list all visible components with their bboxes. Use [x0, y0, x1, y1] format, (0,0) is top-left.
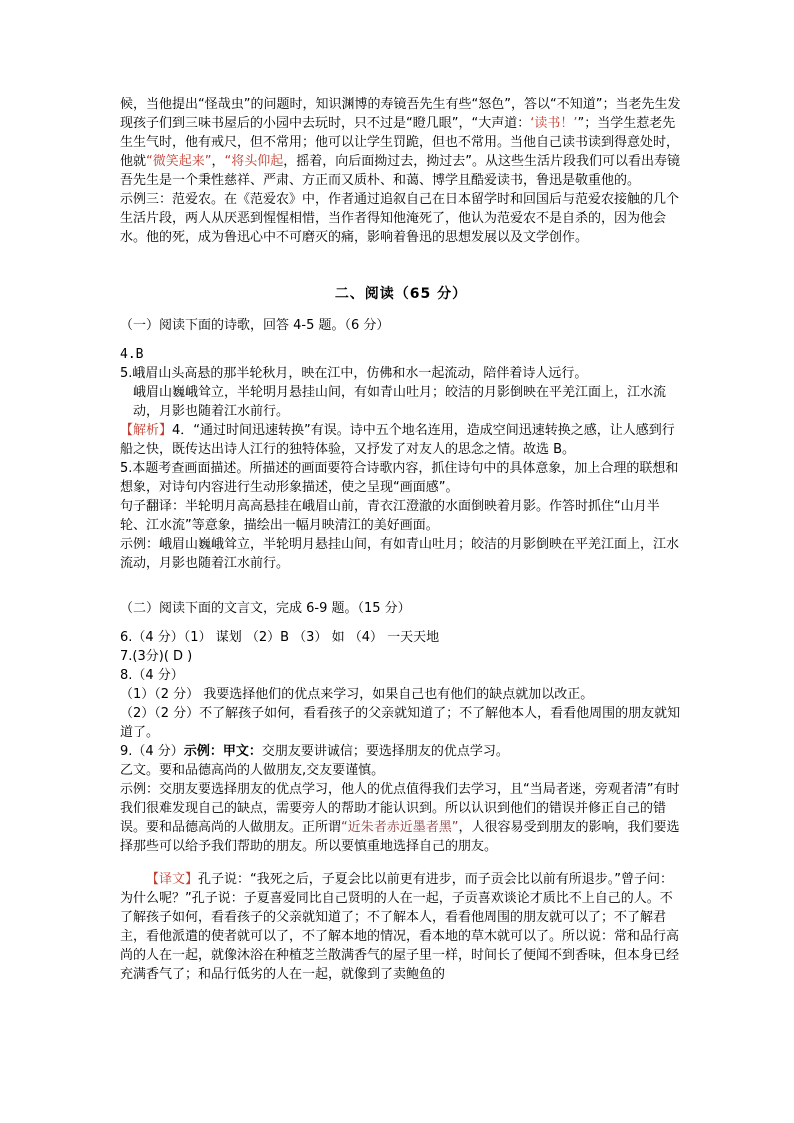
answer-4: 4.B — [120, 347, 144, 362]
text-run: 当他自己读书读到得意处时，他就 — [120, 135, 680, 169]
quote-red: “微笑起来” — [146, 154, 212, 169]
text-run: 交朋友要讲诚信；要选择朋友的优点学习。 — [261, 744, 509, 759]
text-run: 9.（4 分） — [120, 744, 184, 759]
analysis-4 — [120, 421, 682, 459]
text-run: “怪哉虫” — [198, 97, 251, 112]
answer-9 — [120, 742, 682, 761]
section-title: 二、阅读（65 分） — [334, 286, 468, 302]
text-run: ，答以 — [511, 97, 551, 112]
text-run: ， — [211, 154, 225, 169]
analysis-5: 5.本题考查画面描述。所描述的画面要符合诗歌内容，抓住诗句中的具体意象，加上合理的联想和想象，对诗句内容进行生动形象描述，使之呈现“画面感”。 — [120, 461, 679, 495]
document-page — [120, 95, 682, 984]
text-run: 示例：交朋友要选择朋友的优点学习，他人的优点值得我们去学习，且“当局者迷，旁观者清”有时我们很难发现自己的缺点，需要旁人的帮助才能认识到。所以认识到他们的错误并修正自己的错误。要和品德高尚的人做朋友。正所谓 — [120, 782, 680, 835]
bold-label: 示例：甲文： — [183, 744, 262, 759]
answer-6: 6.（4 分）（1） 谋划 （2）B （3） 如 （4） 一天天地 — [120, 630, 440, 645]
answer-9-example — [120, 780, 682, 856]
answer-8: 8.（4 分） — [120, 668, 184, 683]
text-run: ，人很容易受到朋友的影响，我们要选择那些可以给予我们帮助的朋友。所以要慎重地选择自己的朋友。 — [120, 820, 680, 854]
prose-top-paragraph — [120, 95, 682, 190]
answer-8-1: （1）（2 分） 我要选择他们的优点来学习，如果自己也有他们的缺点就加以改正。 — [120, 687, 594, 702]
text-run: 的问题时，知识渊博的寿镜吾先生有些 — [250, 97, 472, 112]
quote-red: ‘读 — [530, 116, 548, 131]
part1-heading: （一）阅读下面的诗歌，回答 4-5 题。（6 分） — [120, 318, 390, 333]
text-run: 候，当他提出 — [120, 97, 199, 112]
part1-example: 示例：峨眉山巍峨耸立，半轮明月悬挂山间，有如青山吐月；皎洁的月影倒映在平羌江面上，江水流动，月影也随着江水前行。 — [120, 537, 680, 571]
answer-5: 5.峨眉山头高悬的那半轮秋月，映在江中，仿佛和水一起流动，陪伴着诗人远行。 — [120, 366, 588, 381]
quote-red: “近朱者赤近墨者黑” — [341, 820, 459, 835]
text-run: 去”。从这些生活片段我们可以看出寿镜吾先生是一个秉性慈祥、严肃、方正而又质朴、和蔼、博学且酷爱读书，鲁迅是敬重他的。 — [120, 154, 681, 188]
text-run: ，摇着，向后面拗过去，拗过 — [283, 154, 453, 169]
part2-heading: （二）阅读下面的文言文，完成 6-9 题。（15 分） — [120, 601, 411, 616]
text-run: “瞪几眼” — [406, 116, 459, 131]
analysis-label: 【解析】 — [120, 423, 173, 438]
text-run: “不知道” — [550, 97, 603, 112]
translation-label: 【译文】 — [146, 872, 199, 887]
translation-paragraph — [120, 870, 682, 984]
example-three-paragraph: 示例三：范爱农。在《范爱农》中，作者通过追叙自己在日本留学时和回国后与范爱农接触的几个生活片段，两人从厌恶到惺惺相惜，当作者得知他淹死了，他认为范爱农不是自杀的，因为他会水。他的死，成为鲁迅心中不可磨灭的痛，影响着鲁迅的思想发展以及文学创作。 — [120, 192, 680, 245]
answer-5-description: 峨眉山巍峨耸立，半轮明月悬挂山间，有如青山吐月；皎洁的月影倒映在平羌江面上，江水流动，月影也随着江水前行。 — [133, 385, 667, 419]
text-run: ”；当学生惹老先生生气时，他有戒尺，但不常用；他可以让学生罚跪，但也不常用。 — [120, 116, 676, 150]
sentence-translation: 句子翻译：半轮明月高高悬挂在峨眉山前，青衣江澄澈的水面倒映着月影。作答时抓住“山月半轮、江水流”等意象，描绘出一幅月映清江的美好画面。 — [120, 499, 660, 533]
answer-7: 7.(3分)( D ) — [120, 649, 193, 664]
answer-8-2: （2）（2 分）不了解孩子如何，看看孩子的父亲就知道了；不了解他本人，看看他周围的朋友就知道了。 — [120, 706, 681, 740]
answer-9-yi: 乙文。要和品德高尚的人做朋友,交友要谨慎。 — [120, 763, 385, 778]
text-run: 当老先生发现孩子们到三味书屋后的小园中去玩时，只不过是 — [120, 97, 681, 131]
text-run: “大声道： — [471, 116, 531, 131]
quote-red: 书！’ — [547, 116, 578, 131]
quote-red: “将头仰起 — [224, 154, 284, 169]
text-run: 4．“通过时间迅速转换”有误。诗中五个地名连用，造成空间迅速转换之感，让人感到行船之快，既传达出诗人江行的独特体验，又抒发了对友人的思念之情。故选 B。 — [120, 423, 675, 457]
text-run: 孔子说：“我死之后，子夏会比以前更有进步，而子贡会比以前有所退步。”曾子问：为什么呢？”孔子说：子夏喜爱同比自己贤明的人在一起，子贡喜欢谈论才质比不上自己的人。不了解孩子如何，看看孩子的父亲就知道了；不了解本人，看看他周围的朋友就可以了；不了解君主，看他派遣的使者就可以了，不了解本地的情况，看本地的草木就可以了。所以说：常和品行高尚的人在一起，就像沐浴在种植芝兰散满香气的屋子里一样，时间长了便闻不到香味，但本身已经充满香气了；和品行低劣的人在一起，就像到了卖鲍鱼的 — [120, 872, 680, 982]
text-run: “怒色” — [471, 97, 511, 112]
text-run: ， — [458, 116, 472, 131]
text-run: ； — [602, 97, 616, 112]
